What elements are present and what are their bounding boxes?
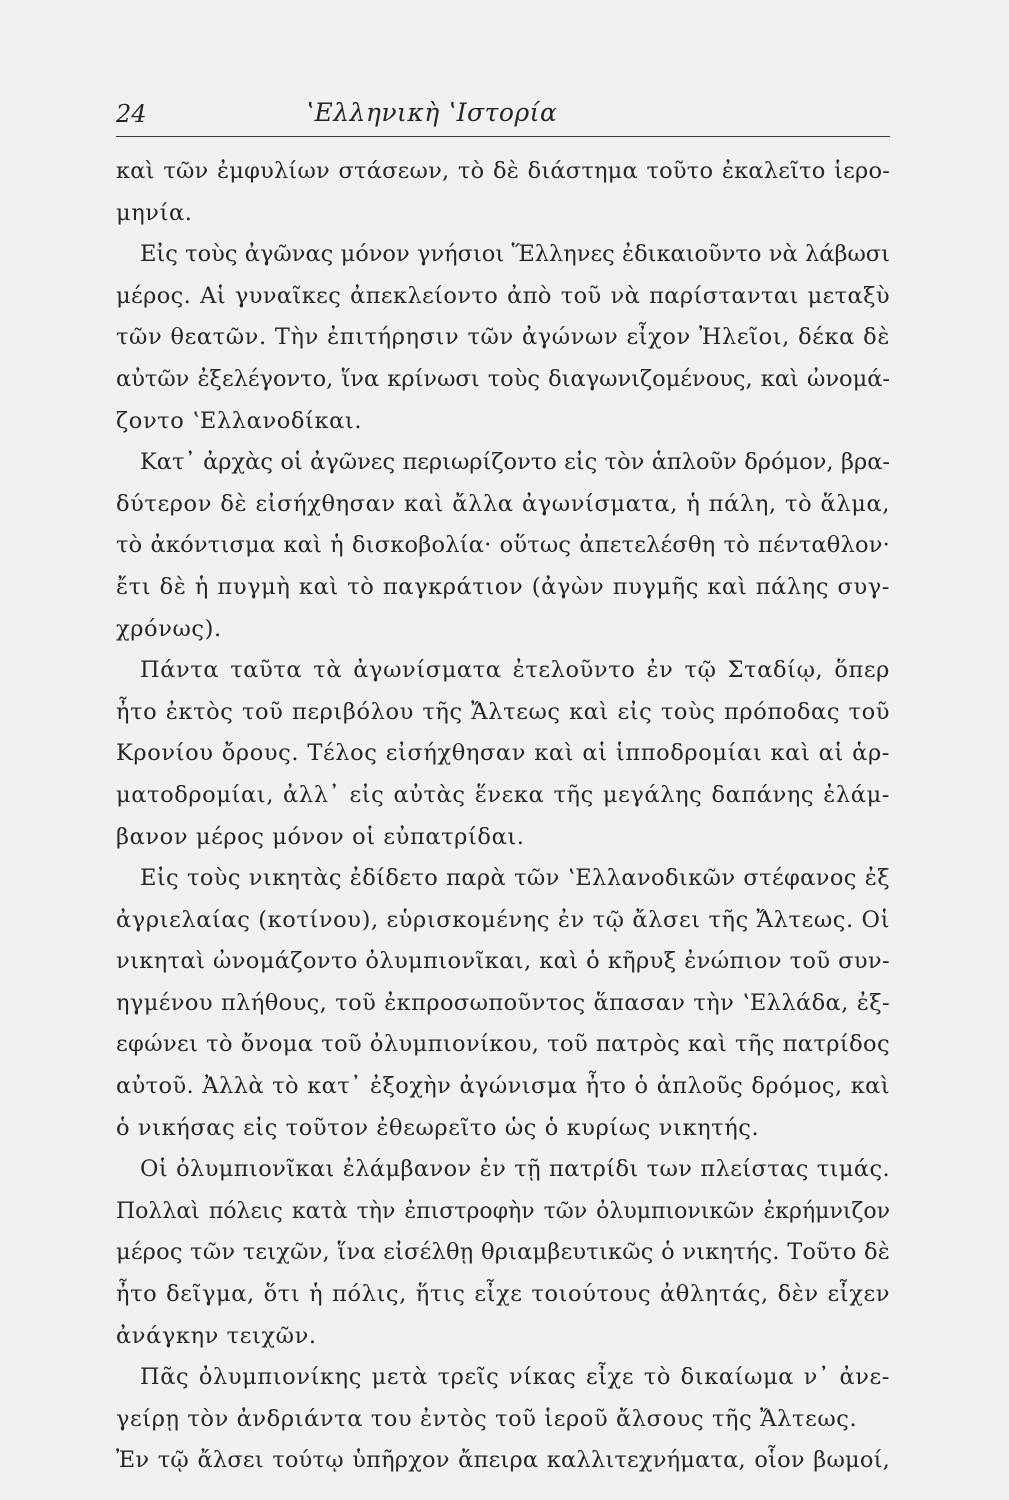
text-line: ματοδρομίαι, ἀλλ᾽ εἰς αὐτὰς ἕνεκα τῆς μεγάλης δαπάνης ἐλάμ- [116, 781, 890, 808]
text-line: εφώνει τὸ ὄνομα τοῦ ὀλυμπιονίκου, τοῦ πατρὸς καὶ τῆς πατρίδος [116, 1031, 890, 1058]
text-line: χρόνως). [116, 615, 222, 642]
running-header [116, 96, 890, 137]
text-line: αὐτοῦ. Ἀλλὰ τὸ κατ᾽ ἐξοχὴν ἀγώνισμα ἦτο ὁ ἁπλοῦς δρόμος, καὶ [116, 1073, 890, 1100]
book-page [116, 96, 890, 1482]
running-title: ʽΕλληνικὴ ʽΙστορία [306, 98, 558, 127]
text-line: Πάντα ταῦτα τὰ ἀγωνίσματα ἐτελοῦντο ἐν τῷ Σταδίῳ, ὅπερ [140, 657, 890, 684]
text-line: Κρονίου ὄρους. Τέλος εἰσήχθησαν καὶ αἱ ἱπποδρομίαι καὶ αἱ ἁρ- [116, 740, 890, 767]
body-text [116, 151, 890, 1482]
text-line: Ἐν τῷ ἄλσει τούτῳ ὑπῆρχον ἄπειρα καλλιτεχνήματα, οἷον βωμοί, [116, 1447, 890, 1474]
text-line: Εἰς τοὺς ἀγῶνας μόνον γνήσιοι Ἕλληνες ἐδικαιοῦντο νὰ λάβωσι [140, 241, 890, 268]
text-line: τὸ ἀκόντισμα καὶ ἡ δισκοβολία· οὕτως ἀπετελέσθη τὸ πένταθλον· [116, 532, 890, 559]
text-line: μηνία. [116, 199, 193, 226]
text-line: ζοντο ʽΕλλανοδίκαι. [116, 407, 363, 434]
text-line: Οἱ ὀλυμπιονῖκαι ἐλάμβανον ἐν τῇ πατρίδι των πλείστας τιμάς. [140, 1156, 890, 1183]
text-line: γείρῃ τὸν ἀνδριάντα του ἐντὸς τοῦ ἱεροῦ ἄλσους τῆς Ἄλτεως. [116, 1405, 858, 1432]
text-line: μέρος τῶν τειχῶν, ἵνα εἰσέλθῃ θριαμβευτικῶς ὁ νικητής. Τοῦτο δὲ [116, 1239, 890, 1266]
text-line: ἔτι δὲ ἡ πυγμὴ καὶ τὸ παγκράτιον (ἀγὼν πυγμῆς καὶ πάλης συγ- [116, 573, 890, 600]
text-line: καὶ τῶν ἐμφυλίων στάσεων, τὸ δὲ διάστημα τοῦτο ἐκαλεῖτο ἱερο- [116, 158, 890, 184]
text-line: ἀγριελαίας (κοτίνου), εὑρισκομένης ἐν τῷ ἄλσει τῆς Ἄλτεως. Οἱ [116, 906, 890, 933]
text-line: νικηταὶ ὠνομάζοντο ὀλυμπιονῖκαι, καὶ ὁ κῆρυξ ἐνώπιον τοῦ συν- [116, 948, 890, 975]
text-line: μέρος. Αἱ γυναῖκες ἀπεκλείοντο ἀπὸ τοῦ νὰ παρίστανται μεταξὺ [116, 282, 890, 309]
text-line: Κατ᾽ ἀρχὰς οἱ ἀγῶνες περιωρίζοντο εἰς τὸν ἁπλοῦν δρόμον, βρα- [140, 449, 890, 476]
text-line: Πολλαὶ πόλεις κατὰ τὴν ἐπιστροφὴν τῶν ὀλυμπιονικῶν ἐκρήμνιζον [116, 1198, 890, 1224]
text-line: Εἰς τοὺς νικητὰς ἐδίδετο παρὰ τῶν ʽΕλλανοδικῶν στέφανος ἐξ [140, 865, 890, 892]
text-line: βανον μέρος μόνον οἱ εὐπατρίδαι. [116, 823, 525, 850]
text-line: αὐτῶν ἐξελέγοντο, ἵνα κρίνωσι τοὺς διαγωνιζομένους, καὶ ὠνομά- [116, 365, 890, 392]
text-line: δύτερον δὲ εἰσήχθησαν καὶ ἄλλα ἀγωνίσματα, ἡ πάλη, τὸ ἅλμα, [116, 490, 890, 517]
text-line: ὁ νικήσας εἰς τοῦτον ἐθεωρεῖτο ὡς ὁ κυρίως νικητής. [116, 1114, 760, 1141]
text-line: ἦτο ἐκτὸς τοῦ περιβόλου τῆς Ἄλτεως καὶ εἰς τοὺς πρόποδας τοῦ [116, 698, 890, 725]
text-line: ηγμένου πλήθους, τοῦ ἐκπροσωποῦντος ἅπασαν τὴν ʽΕλλάδα, ἐξ- [116, 989, 890, 1016]
text-line: Πᾶς ὀλυμπιονίκης μετὰ τρεῖς νίκας εἶχε τὸ δικαίωμα ν᾽ ἀνε- [140, 1364, 890, 1391]
text-line: ἀνάγκην τειχῶν. [116, 1322, 317, 1349]
text-line: ἦτο δεῖγμα, ὅτι ἡ πόλις, ἥτις εἶχε τοιούτους ἀθλητάς, δὲν εἶχεν [116, 1281, 890, 1308]
text-line: τῶν θεατῶν. Τὴν ἐπιτήρησιν τῶν ἀγώνων εἶχον Ἠλεῖοι, δέκα δὲ [116, 324, 890, 351]
page-number: 24 [116, 100, 147, 128]
